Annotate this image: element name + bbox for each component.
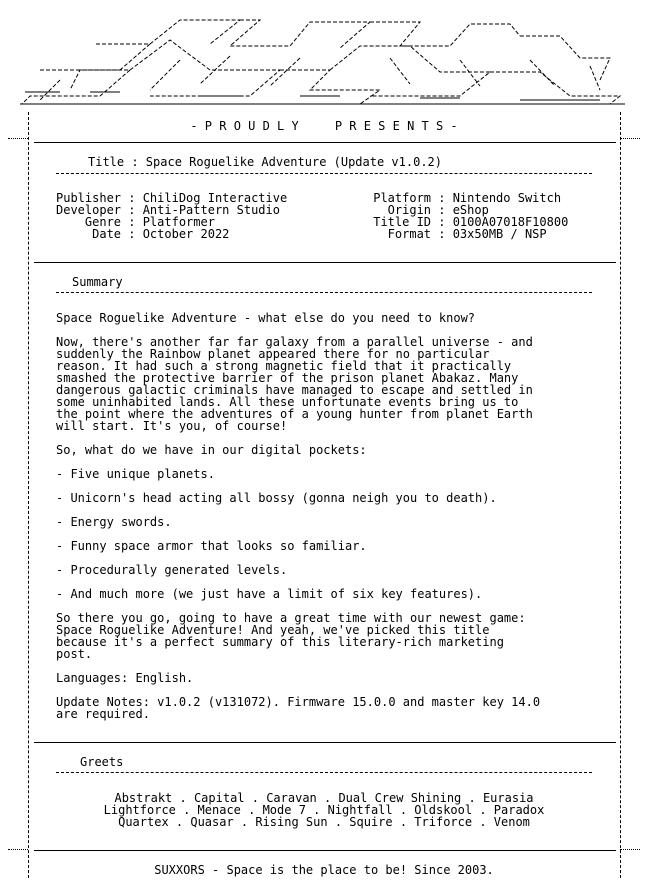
feature-item: - And much more (we just have a limit of six key features).: [56, 587, 483, 601]
summary-update-notes: Update Notes: v1.0.2 (v131072). Firmware 15.0.0 and master key 14.0 are required.: [56, 695, 541, 721]
frame-tick: [8, 138, 28, 139]
summary-languages: Languages: English.: [56, 671, 194, 685]
frame-left-border: [28, 112, 29, 878]
dashed-divider: [56, 772, 592, 773]
feature-item: - Five unique planets.: [56, 467, 215, 481]
info-right-title-id: Title ID : 0100A07018F10800: [366, 215, 569, 229]
summary-intro: Space Roguelike Adventure - what else do you need to know?: [56, 311, 476, 325]
suxxors-logo: [0, 0, 648, 115]
greets-line: Lightforce . Menace . Mode 7 . Nightfall . Oldskool . Paradox: [103, 803, 545, 817]
summary-story: Now, there's another far far galaxy from a parallel universe - and suddenly the Rainbow planet appeared there for no particular reason. It had such a strong magnetic field that it practically smashed the protective barrier of the prison planet Abakaz. Many dangerous galactic criminals have managed to escape and settled in some uninhabited lands. All these unfortunate events bring us to the point where the adventures of a young hunter from planet Earth will start. It's you, of course!: [56, 335, 533, 433]
frame-tick: [8, 849, 28, 850]
summary-heading: Summary: [72, 275, 123, 289]
feature-item: - Energy swords.: [56, 515, 172, 529]
greets-line: Abstrakt . Capital . Caravan . Dual Crew Shining . Eurasia: [114, 791, 534, 805]
info-left-developer: Developer : Anti-Pattern Studio: [56, 203, 280, 217]
info-right-format: Format : 03x50MB / NSP: [366, 227, 547, 241]
dashed-divider: [56, 292, 592, 293]
dashed-divider: [56, 173, 592, 174]
info-right-origin: Origin : eShop: [366, 203, 489, 217]
info-right-platform: Platform : Nintendo Switch: [366, 191, 562, 205]
frame-tick: [620, 849, 640, 850]
info-left-date: Date : October 2022: [56, 227, 230, 241]
divider: [34, 850, 616, 851]
divider: [34, 742, 616, 743]
info-left-genre: Genre : Platformer: [56, 215, 215, 229]
summary-outro: So there you go, going to have a great time with our newest game: Space Roguelike Adventure! And yeah, we've picked this title because it's a perfect summary of this literary-rich marketing post.: [56, 611, 526, 661]
presents-banner: - P R O U D L Y P R E S E N T S -: [190, 119, 458, 133]
greets-line: Quartex . Quasar . Rising Sun . Squire . Triforce . Venom: [118, 815, 530, 829]
feature-item: - Unicorn's head acting all bossy (gonna neigh you to death).: [56, 491, 497, 505]
divider: [34, 262, 616, 263]
frame-tick: [620, 138, 640, 139]
feature-item: - Funny space armor that looks so familiar.: [56, 539, 367, 553]
divider: [34, 142, 616, 143]
summary-pockets: So, what do we have in our digital pockets:: [56, 443, 367, 457]
release-title: Title : Space Roguelike Adventure (Update v1.0.2): [88, 155, 443, 169]
info-left-publisher: Publisher : ChiliDog Interactive: [56, 191, 288, 205]
footer-tagline: SUXXORS - Space is the place to be! Since 2003.: [154, 863, 494, 877]
feature-item: - Procedurally generated levels.: [56, 563, 288, 577]
greets-heading: Greets: [80, 755, 124, 769]
frame-right-border: [620, 112, 621, 878]
